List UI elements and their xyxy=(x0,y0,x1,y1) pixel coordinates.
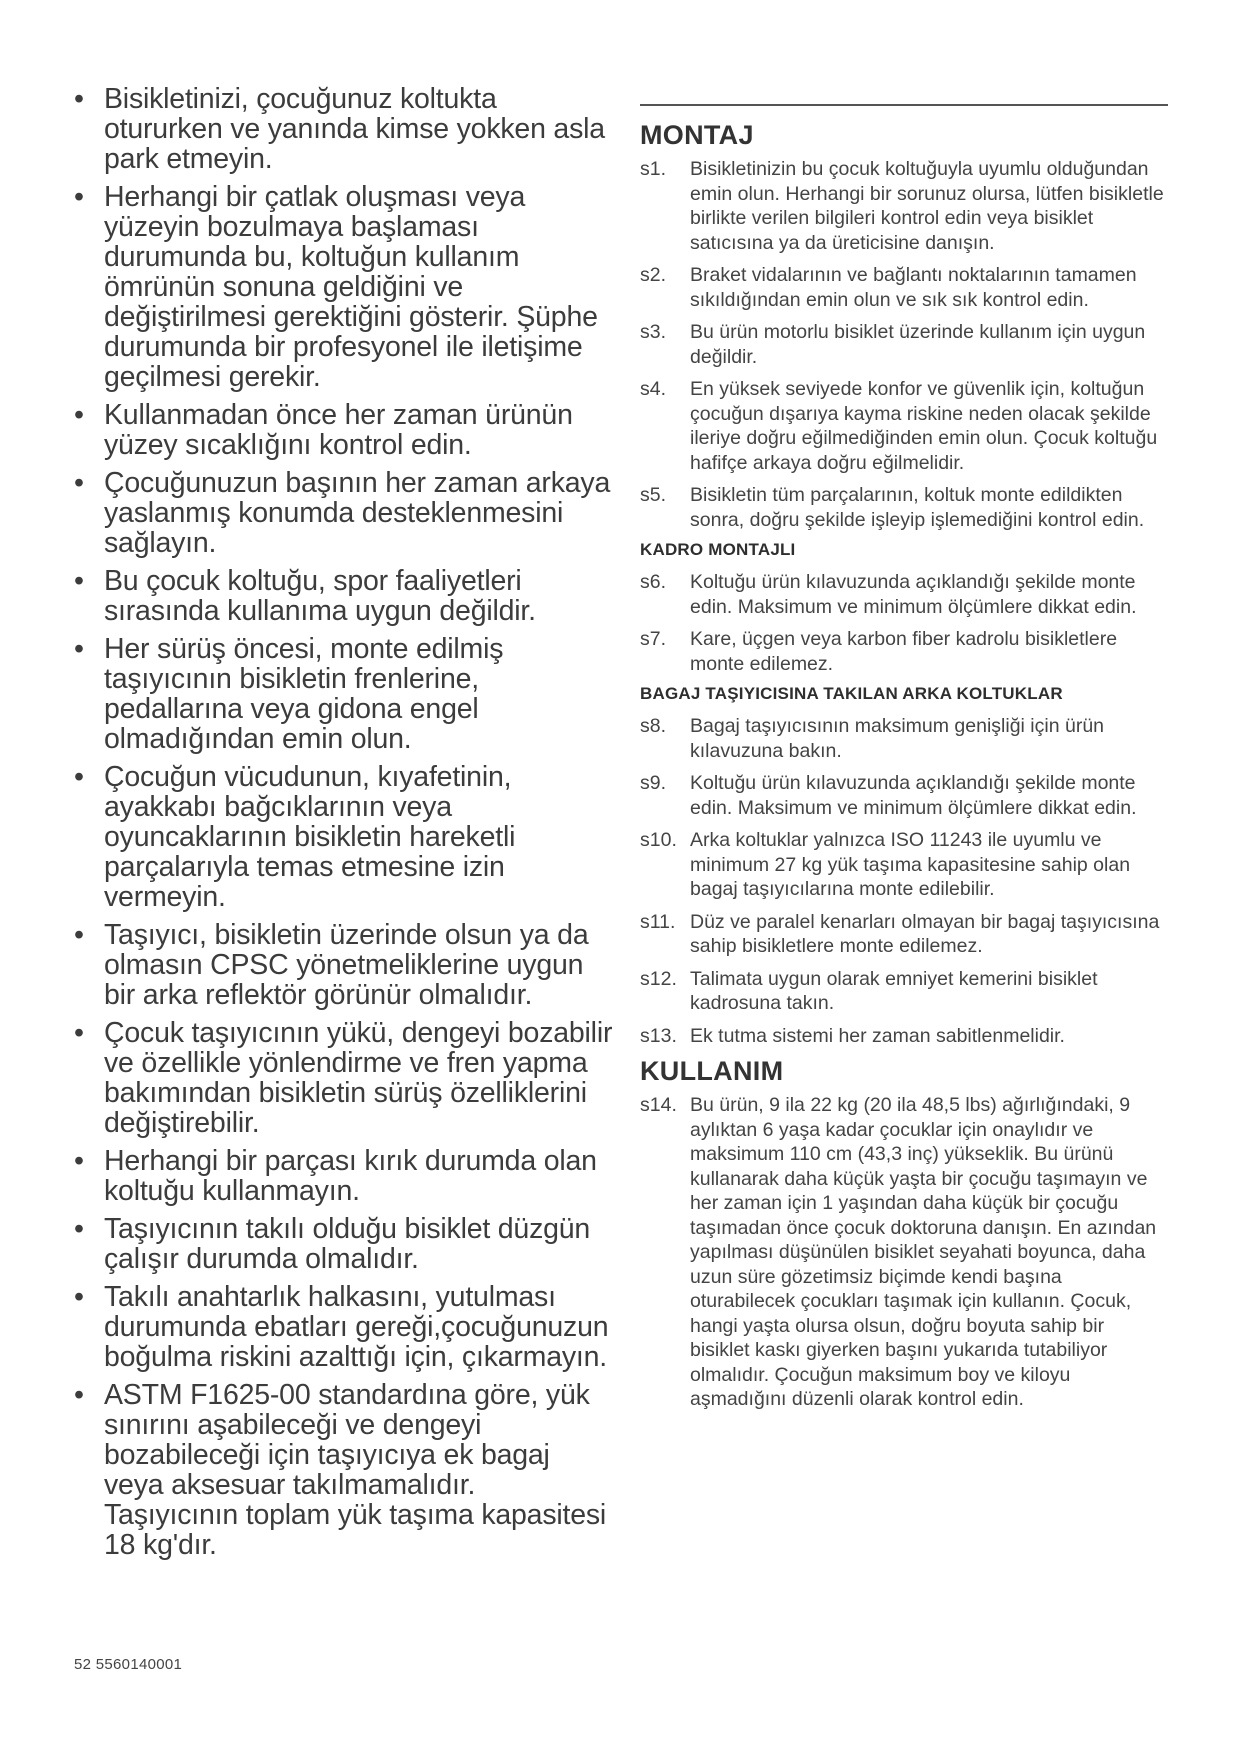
step-number: s2. xyxy=(640,264,667,286)
step-text: Kare, üçgen veya karbon fiber kadrolu bisikletlere monte edilemez. xyxy=(690,628,1118,675)
bullet-item: • Taşıyıcı, bisikletin üzerinde olsun ya da olmasın CPSC yönetmeliklerine uygun bir arka reflektör görünür olmalıdır. xyxy=(74,919,589,1011)
bullet-item: • Bu çocuk koltuğu, spor faaliyetleri sırasında kullanıma uygun değildir. xyxy=(74,565,536,627)
instructions-column xyxy=(640,104,1168,1420)
bullet-dot: • xyxy=(74,1017,84,1049)
step-text: Bisikletinizin bu çocuk koltuğuyla uyumlu olduğundan emin olun. Herhangi bir sorunuz olursa, lütfen bisikletle birlikte verilen bilgileri kontrol edin veya bisiklet satıcısına ya da üreticisine danışın. xyxy=(690,158,1164,254)
step-text: Koltuğu ürün kılavuzunda açıklandığı şekilde monte edin. Maksimum ve minimum ölçümlere dikkat edin. xyxy=(690,571,1137,618)
step-text: Bagaj taşıyıcısının maksimum genişliği için ürün kılavuzuna bakın. xyxy=(690,715,1105,762)
step-number: s9. xyxy=(640,772,667,794)
bagaj-step xyxy=(640,1024,1168,1049)
step-text: Ek tutma sistemi her zaman sabitlenmelidir. xyxy=(690,1024,1065,1047)
bullet-item: • Her sürüş öncesi, monte edilmiş taşıyıcının bisikletin frenlerine, pedallarına veya gidona engel olmadığından emin olun. xyxy=(74,633,504,755)
step-number: s8. xyxy=(640,715,667,737)
step-number: s10. xyxy=(640,829,677,851)
step-number: s13. xyxy=(640,1024,677,1047)
bullet-dot: • xyxy=(74,565,84,597)
kullanim-step xyxy=(640,1093,1168,1412)
bagaj-title: BAGAJ TAŞIYICISINA TAKILAN ARKA KOLTUKLAR xyxy=(640,684,1063,703)
step-number: s4. xyxy=(640,378,667,400)
kadro-title: KADRO MONTAJLI xyxy=(640,540,796,559)
montaj-title: MONTAJ xyxy=(640,120,754,150)
step-text: Düz ve paralel kenarları olmayan bir bagaj taşıyıcısına sahip bisikletlere monte edilemez. xyxy=(690,910,1160,957)
bullet-dot: • xyxy=(74,467,84,499)
step-text: Arka koltuklar yalnızca ISO 11243 ile uyumlu ve minimum 27 kg yük taşıma kapasitesine sahip olan bagaj taşıyıcılarına monte edilebilir. xyxy=(690,829,1131,900)
kullanim-title: KULLANIM xyxy=(640,1056,784,1086)
step-number: s11. xyxy=(640,910,676,933)
montaj-step xyxy=(640,263,1168,312)
bagaj-step xyxy=(640,967,1168,1016)
step-number: s14. xyxy=(640,1094,677,1116)
step-text: En yüksek seviyede konfor ve güvenlik için, koltuğun çocuğun dışarıya kayma riskine neden olacak şekilde ileriye doğru eğilmediğinden emin olun. Çocuk koltuğu hafifçe arkaya doğru eğilmelidir. xyxy=(690,378,1158,474)
bullet-item: • Çocuğun vücudunun, kıyafetinin, ayakkabı bağcıklarının veya oyuncaklarının bisikletin hareketli parçalarıyla temas etmesine izin vermeyin. xyxy=(74,761,516,913)
bullet-dot: • xyxy=(74,761,84,793)
section-divider xyxy=(640,104,1168,106)
bullet-item: • Takılı anahtarlık halkasını, yutulması durumunda ebatları gereği,çocuğunuzun boğulma riskini azalttığı için, çıkarmayın. xyxy=(74,1281,609,1373)
bullet-dot: • xyxy=(74,1281,84,1313)
bullet-item: • Kullanmadan önce her zaman ürünün yüzey sıcaklığını kontrol edin. xyxy=(74,399,573,461)
bullet-item: • Çocuğunuzun başının her zaman arkaya yaslanmış konumda desteklenmesini sağlayın. xyxy=(74,467,611,559)
bagaj-step xyxy=(640,910,1168,959)
montaj-step xyxy=(640,157,1168,255)
step-number: s12. xyxy=(640,967,677,990)
bullet-item: • Herhangi bir parçası kırık durumda olan koltuğu kullanmayın. xyxy=(74,1145,597,1207)
bullet-item: • Taşıyıcının takılı olduğu bisiklet düzgün çalışır durumda olmalıdır. xyxy=(74,1213,591,1275)
step-text: Braket vidalarının ve bağlantı noktalarının tamamen sıkıldığından emin olun ve sık sık kontrol edin. xyxy=(690,264,1137,311)
montaj-step xyxy=(640,377,1168,475)
step-text: Bisikletin tüm parçalarının, koltuk monte edildikten sonra, doğru şekilde işleyip işlemediğini kontrol edin. xyxy=(690,484,1145,531)
bullet-dot: • xyxy=(74,1379,84,1411)
step-number: s5. xyxy=(640,484,667,506)
bullet-dot: • xyxy=(74,919,84,951)
bullet-item: • ASTM F1625-00 standardına göre, yük sınırını aşabileceği ve dengeyi bozabileceği için taşıyıcıya ek bagaj veya aksesuar takılmamalıdır. Taşıyıcının toplam yük taşıma kapasitesi 18 kg'dır. xyxy=(74,1379,607,1561)
montaj-step xyxy=(640,483,1168,532)
bagaj-step xyxy=(640,828,1168,902)
bullet-dot: • xyxy=(74,399,84,431)
montaj-step xyxy=(640,320,1168,369)
bullet-item: • Herhangi bir çatlak oluşması veya yüzeyin bozulmaya başlaması durumunda bu, koltuğun kullanım ömrünün sonuna geldiğini ve değiştirilmesi gerektiğini gösterir. Şüphe durumunda bir profesyonel ile iletişime geçilmesi gerekir. xyxy=(74,181,598,393)
kadro-step xyxy=(640,570,1168,619)
step-number: s7. xyxy=(640,628,667,650)
page-footer: 52 5560140001 xyxy=(74,1656,183,1673)
step-text: Talimata uygun olarak emniyet kemerini bisiklet kadrosuna takın. xyxy=(690,967,1098,1014)
kadro-step xyxy=(640,627,1168,676)
step-text: Bu ürün, 9 ila 22 kg (20 ila 48,5 lbs) ağırlığındaki, 9 aylıktan 6 yaşa kadar çocuklar için onaylıdır ve maksimum 110 cm (43,3 inç) yükseklik. Bu ürünü kullanarak daha küçük yaşta bir çocuğu taşımayın ve her zaman için 1 yaşından daha küçük bir çocuğu taşımadan önce çocuk doktoruna danışın. En azından yapılması düşünülen bisiklet seyahati boyunca, daha uzun süre gözetimsiz biçimde kendi başına oturabilecek çocukları taşımak için kullanın. Çocuk, hangi yaşta olursa olsun, doğru boyuta sahip bir bisiklet kaskı giyerken başını yukarıda tutabiliyor olmalıdır. Çocuğun maksimum boy ve kiloyu aşmadığını düzenli olarak kontrol edin. xyxy=(690,1094,1157,1410)
step-text: Koltuğu ürün kılavuzunda açıklandığı şekilde monte edin. Maksimum ve minimum ölçümlere dikkat edin. xyxy=(690,772,1137,819)
safety-bullet-list xyxy=(74,84,614,1568)
bullet-dot: • xyxy=(74,1145,84,1177)
bullet-item: • Çocuk taşıyıcının yükü, dengeyi bozabilir ve özellikle yönlendirme ve fren yapma bakımından bisikletin sürüş özelliklerini değiştirebilir. xyxy=(74,1017,613,1139)
bullet-dot: • xyxy=(74,83,84,115)
step-number: s6. xyxy=(640,571,667,593)
bullet-item: • Bisikletinizi, çocuğunuz koltukta otururken ve yanında kimse yokken asla park etmeyin. xyxy=(74,83,605,175)
bullet-dot: • xyxy=(74,181,84,213)
step-number: s3. xyxy=(640,321,667,343)
bagaj-step xyxy=(640,771,1168,820)
step-text: Bu ürün motorlu bisiklet üzerinde kullanım için uygun değildir. xyxy=(690,321,1146,368)
bullet-dot: • xyxy=(74,633,84,665)
bullet-dot: • xyxy=(74,1213,84,1245)
bagaj-step xyxy=(640,714,1168,763)
step-number: s1. xyxy=(640,158,667,180)
